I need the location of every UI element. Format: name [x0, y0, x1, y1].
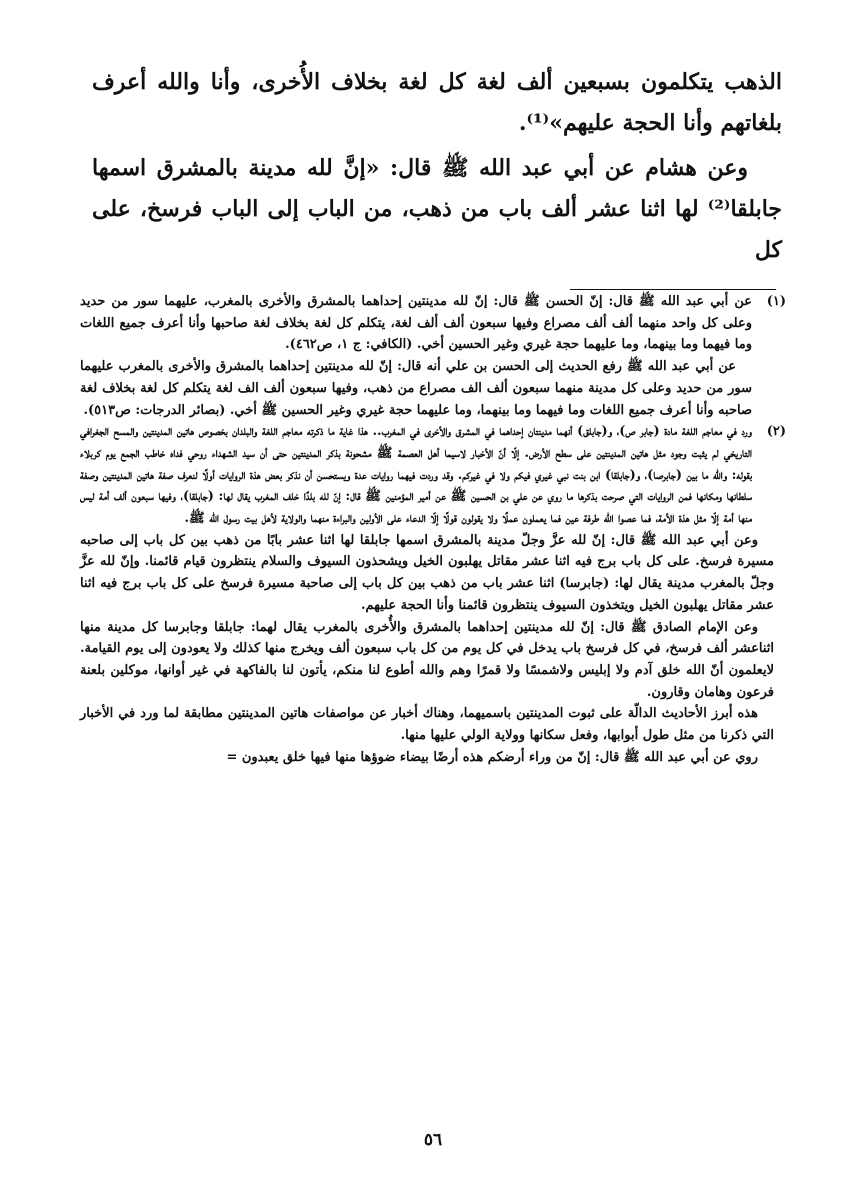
footnote-number: (٢) — [766, 424, 786, 440]
footnote-paragraph: عن أبي عبد الله ﷺ رفع الحديث إلى الحسن بن علي أنه قال: إنّ لله مدينتين إحداهما بالمشرق والأخرى بالمغرب عليهما سور من حديد وعلى كل مدينة منهما سبعون ألف الف مصراع من ذهب، وفيها سبعون ألف الف لغة يتكلم كل لغة بخلاف لغة صاحبه وأنا أعرف جميع اللغات وما فيهما وما بينهما، وما عليهما حجة غيري وغير الحسين ﷺ أخي. (بصائر الدرجات: ص٥١٣). — [80, 359, 752, 418]
page-number: ٥٦ — [423, 1130, 443, 1150]
main-paragraph-continued: الذهب يتكلمون بسبعين ألف لغة كل لغة بخلاف الأُخرى، وأنا والله أعرف بلغاتهم وأنا الحجة عليهم»⁽¹⁾. — [92, 69, 782, 136]
main-paragraph-hisham-hadith: وعن هشام عن أبي عبد الله ﷺ قال: «إنَّ لله مدينة بالمشرق اسمها جابلقا⁽²⁾ لها اثنا عشر ألف باب من ذهب، من الباب إلى الباب فرسخ، على كل — [92, 155, 782, 263]
main-text — [92, 62, 782, 271]
footnote-paragraph: روي عن أبي عبد الله ﷺ قال: إنّ من وراء أرضكم هذه أرضًا بيضاء ضوؤها منها فيها خلق يعبدون = — [226, 749, 758, 765]
footnote-paragraph: عن أبي عبد الله ﷺ قال: إنّ الحسن ﷺ قال: إنّ لله مدينتين إحداهما بالمشرق والأخرى بالمغرب، عليهما سور من حديد وعلى كل واحد منهما ألف ألف مصراع وفيها سبعون ألف ألف لغة، يتكلم كل لغة بخلاف لغة صاحبها وأنا أعرف جميع اللغات وما فيهما وما بينهما، وما عليهما حجة غيري وغير الحسين أخي. (الكافي: ج ١، ص٤٦٢). — [80, 294, 752, 353]
footnotes — [80, 291, 786, 768]
footnote-paragraph: هذه أبرز الأحاديث الدالّة على ثبوت المدينتين باسميهما، وهناك أخبار عن مواصفات هاتين المدينتين مطابقة لما ورد في الأخبار التي ذكرنا من مثل طول أبوابها، وفعل سكانها وولاية الولي عليها منها. — [80, 706, 774, 744]
footnote-paragraph: وعن أبي عبد الله ﷺ قال: إنّ لله عزَّ وجلّ مدينة بالمشرق اسمها جابلقا لها اثنا عشر بابًا من ذهب بين كل باب إلى صاحبه مسيرة فرسخ. على كل باب برج فيه اثنا عشر مقاتل يهلبون الخيل ويشحذون السيوف والسلام ينتظرون قيام قائمنا. وإنّ لله عزَّ وجلّ بالمغرب مدينة يقال لها: (جابرسا) اثنا عشر باب من ذهب بين كل باب إلى صاحبة مسيرة فرسخ على كل باب برج فيه اثنا عشر مقاتل يهلبون الخيل ويتخذون السيوف ينتظرون قائمنا وأنا الحجة عليهم. — [80, 532, 774, 613]
footnote-paragraph: ورد في معاجم اللغة مادة (جابر ص)، و(جابلق) أنهما مدينتان إحداهما في المشرق والأخرى في المغرب.. هذا غاية ما ذكرته معاجم اللغة والبلدان بخصوص هاتين المدينتين والمسح الجغرافي التاريخي لم يثبت وجود مثل هاتين المدينتين على سطح الأرض. إلّا أنّ الأخبار لاسيما أهل العصمة ﷺ مشحونة بذكر المدينتين حتى أن سيد الشهداء روحي فداه خاطب الجمع يوم كربلاء بقوله: والله ما بين (جابرصا)، و(جابلقا) ابن بنت نبي غيري فيكم ولا في غيركم. وقد وردت فيهما روايات عدة ويستحسن أن نذكر بعض هذة الروايات أولًا لنعرف صفة هاتين المدينتين وصفة سلطانها ومكانها فمن الروايات التي صرحت بذكرها ما روي عن علي بن الحسين ﷺ عن أمير المؤمنين ﷺ قال: إنّ لله بلدًا خلف المغرب يقال لها: (جابلقا)، وفيها سبعون ألف أمة ليس منها أمة إلّا مثل هذة الأمة، فما عصوا الله طرفة عين فما يعملون عملًا ولا يقولون قولًا إلّا الدعاء على الأولين والبراءة منهما والولاية لأهل بيت رسول الله ﷺ. — [80, 424, 752, 527]
footnote-number: (١) — [766, 294, 786, 309]
footnote-2 — [80, 421, 786, 530]
footnote-paragraph: وعن الإمام الصادق ﷺ قال: إنّ لله مدينتين إحداهما بالمشرق والأُخرى بالمغرب يقال لهما: جابلقا وجابرسا كل مدينة منها اثناعشر ألف فرسخ، في كل فرسخ باب يدخل في كل يوم من كل باب سبعون ألف ويخرج منها كذلك ولا يعودون إلى يوم القيامة. لايعلمون أنّ الله خلق آدم ولا إبليس ولاشمسًا ولا قمرًا وهم والله أطوع لنا منكم، يأتون لنا بالفاكهة في غير أوانها، موكلين بلعنة فرعون وهامان وقارون. — [80, 619, 774, 700]
footnote-separator — [570, 289, 776, 290]
footnote-1 — [80, 291, 786, 421]
